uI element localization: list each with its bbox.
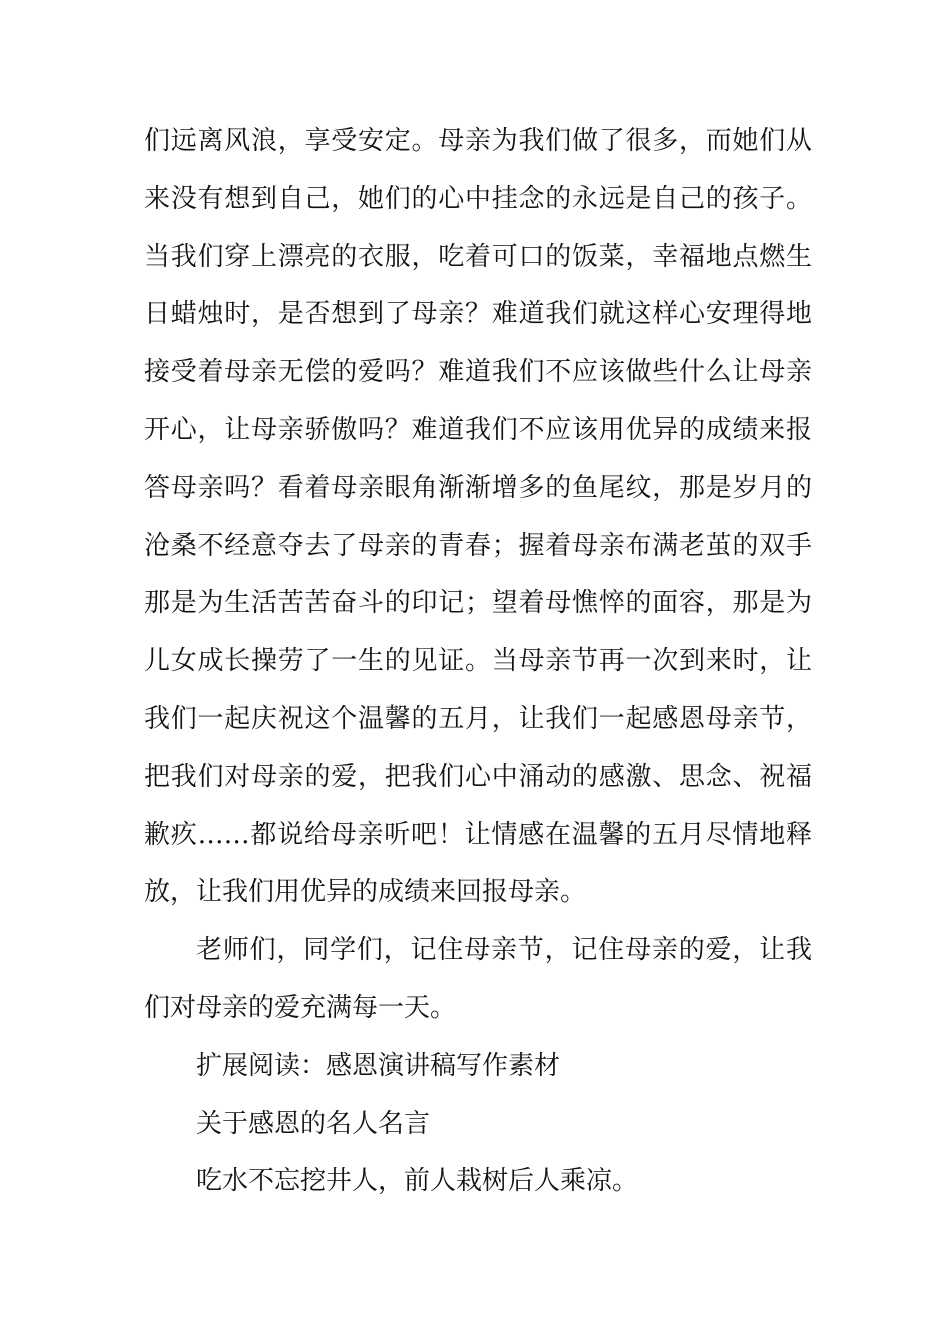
text-line: 那是为生活苦苦奋斗的印记；望着母憔悴的面容，那是为	[144, 588, 812, 619]
paragraph-extended-reading	[144, 1038, 812, 1096]
paragraph-quotes-heading	[144, 1096, 812, 1154]
document-body	[144, 113, 812, 1211]
quote-line: 吃水不忘挖井人，前人栽树后人乘凉。	[196, 1166, 639, 1197]
paragraph-quote	[144, 1153, 812, 1211]
text-line: 来没有想到自己，她们的心中挂念的永远是自己的孩子。	[144, 183, 812, 214]
text-line: 开心，让母亲骄傲吗？难道我们不应该用优异的成绩来报	[144, 414, 812, 445]
subsection-heading: 关于感恩的名人名言	[196, 1108, 431, 1139]
text-line: 日蜡烛时，是否想到了母亲？难道我们就这样心安理得地	[144, 299, 812, 330]
text-line: 放，让我们用优异的成绩来回报母亲。	[144, 877, 587, 908]
text-line: 们远离风浪，享受安定。母亲为我们做了很多，而她们从	[144, 126, 812, 156]
text-line: 把我们对母亲的爱，把我们心中涌动的感激、思念、祝福	[144, 761, 812, 792]
text-line: 我们一起庆祝这个温馨的五月，让我们一起感恩母亲节，	[144, 703, 812, 734]
text-line: 接受着母亲无偿的爱吗？难道我们不应该做些什么让母亲	[144, 357, 812, 388]
text-line: 歉疚……都说给母亲听吧！让情感在温馨的五月尽情地释	[144, 819, 812, 850]
text-line: 老师们，同学们，记住母亲节，记住母亲的爱，让我	[196, 935, 812, 966]
text-line: 答母亲吗？看着母亲眼角渐渐增多的鱼尾纹，那是岁月的	[144, 472, 812, 503]
text-line: 沧桑不经意夺去了母亲的青春；握着母亲布满老茧的双手	[144, 530, 812, 561]
paragraph-closing	[144, 922, 812, 1038]
paragraph-main	[144, 113, 812, 922]
section-heading: 扩展阅读：感恩演讲稿写作素材	[196, 1050, 561, 1081]
text-line: 们对母亲的爱充满每一天。	[144, 992, 457, 1023]
text-line: 当我们穿上漂亮的衣服，吃着可口的饭菜，幸福地点燃生	[144, 241, 812, 272]
text-line: 儿女成长操劳了一生的见证。当母亲节再一次到来时，让	[144, 646, 812, 677]
